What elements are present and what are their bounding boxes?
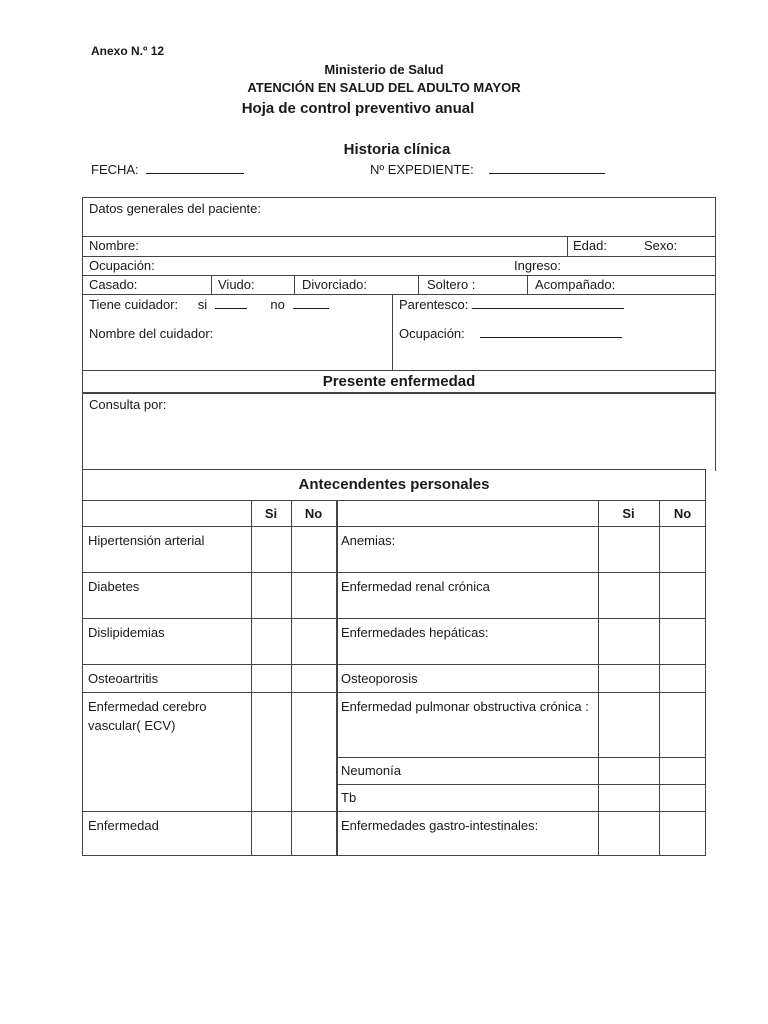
divider [337,784,706,785]
date-label: FECHA: [91,162,139,177]
list-item: Tb [341,790,357,805]
divider [659,500,660,856]
list-item: Hipertensión arterial [88,533,205,548]
general-title: Datos generales del paciente: [89,201,262,216]
list-item: Enfermedades hepáticas: [341,625,489,640]
list-item: Osteoporosis [341,671,418,686]
widowed-label: Viudo: [218,277,255,292]
divider [598,500,599,856]
col-no-left: No [304,506,323,521]
caregiver-label: Tiene cuidador: [89,297,179,312]
divider [82,664,706,665]
col-no-right: No [673,506,692,521]
sex-label: Sexo: [644,238,678,253]
caregiver-yes-label: si [197,297,208,312]
date-blank[interactable] [146,173,244,174]
col-yes-left: Si [264,506,278,521]
caregiver-occupation-field[interactable] [399,326,622,341]
illness-box [82,393,716,471]
age-label: Edad: [573,238,607,253]
reason-label: Consulta por: [89,397,167,412]
list-item: Anemias: [341,533,396,548]
list-item: Diabetes [88,579,140,594]
divider [82,256,716,257]
married-label: Casado: [89,277,138,292]
list-item: Enfermedad pulmonar obstructiva crónica : [341,699,589,714]
ministry-title: Ministerio de Salud [324,62,444,77]
caregiver-field[interactable] [89,297,329,312]
name-label: Nombre: [89,238,139,253]
divider [567,236,568,256]
divider [291,500,292,856]
sheet-title: Hoja de control preventivo anual [241,100,475,117]
divider [337,757,706,758]
list-item: Enfermedad renal crónica [341,579,490,594]
divider [82,236,716,237]
divider [82,692,706,693]
single-label: Soltero : [427,277,476,292]
divider [82,526,706,527]
caregiver-no-label: no [270,297,285,312]
background-table [82,469,706,856]
date-field[interactable] [91,162,244,177]
divider [82,572,706,573]
divider [392,294,393,370]
history-title: Historia clínica [343,141,451,158]
record-field[interactable] [370,162,605,177]
admission-label: Ingreso: [514,258,561,273]
background-title: Antecendentes personales [298,476,490,493]
annex-label: Anexo N.º 12 [91,44,165,58]
list-item: Enfermedad [88,818,159,833]
caregiver-occupation-label: Ocupación: [399,326,465,341]
divider [251,500,252,856]
caregiver-no-blank[interactable] [293,308,329,309]
list-item: Dislipidemias [88,625,165,640]
relationship-label: Parentesco: [399,297,469,312]
occupation-label: Ocupación: [89,258,155,273]
relationship-field[interactable] [399,297,624,312]
col-yes-right: Si [622,506,635,521]
caregiver-name-label: Nombre del cuidador: [89,326,214,341]
divider [294,275,295,294]
divider [82,811,706,812]
record-label: Nº EXPEDIENTE: [370,162,474,177]
divider [527,275,528,294]
divider [82,275,716,276]
divider [82,500,706,501]
list-item: Osteoartritis [88,671,159,686]
list-item: Neumonía [341,763,401,778]
relationship-blank[interactable] [472,308,624,309]
general-data-box [82,197,716,393]
illness-title: Presente enfermedad [322,373,476,390]
divider [211,275,212,294]
divorced-label: Divorciado: [302,277,368,292]
divider [82,294,716,295]
divider [82,370,716,371]
list-item: Enfermedad cerebro vascular( ECV) [88,699,207,733]
program-title: ATENCIÓN EN SALUD DEL ADULTO MAYOR [247,80,521,95]
caregiver-yes-blank[interactable] [215,308,247,309]
accompanied-label: Acompañado: [535,277,616,292]
list-item: Enfermedades gastro-intestinales: [341,818,539,833]
divider [82,618,706,619]
divider [418,275,419,294]
divider [336,500,338,856]
caregiver-occupation-blank[interactable] [480,337,622,338]
record-blank[interactable] [489,173,605,174]
